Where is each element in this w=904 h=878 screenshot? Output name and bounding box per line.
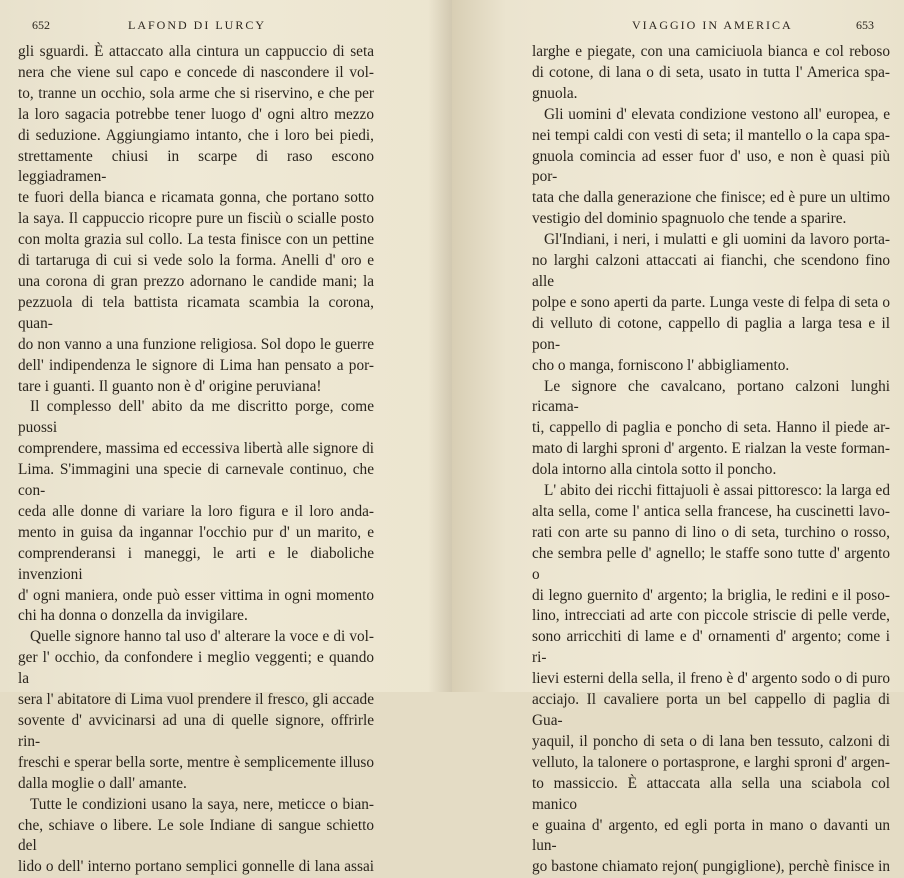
text-line: mato di larghi sproni d' argento. E rialzan la veste forman- bbox=[532, 440, 890, 458]
text-line: nera che viene sul capo e concede di nascondere il vol- bbox=[18, 63, 374, 81]
text-line: una corona di gran prezzo adornano le candide mani; la bbox=[18, 272, 374, 290]
right-running-header bbox=[452, 18, 904, 36]
text-line: sono arricchiti di lame e d' ornamenti d' argento; come i ri- bbox=[532, 628, 890, 667]
text-line: di velluto di cotone, cappello di paglia a larga tesa e il pon- bbox=[532, 314, 890, 353]
text-line: di seduzione. Aggiungiamo intanto, che i loro bei piedi, bbox=[18, 126, 374, 144]
text-line: larghe e piegate, con una camiciuola bianca e col reboso bbox=[532, 43, 890, 60]
text-line: pezzuola di tela battista ricamata scambia la corona, quan- bbox=[18, 293, 374, 332]
text-line: te fuori della bianca e ricamata gonna, che portano sotto bbox=[18, 189, 374, 207]
text-line: Quelle signore hanno tal uso d' alterare la voce e di vol- bbox=[30, 628, 374, 646]
text-line: dalla moglie o dall' amante. bbox=[18, 774, 187, 792]
text-line: yaquil, il poncho di seta o di lana ben tessuto, calzoni di bbox=[532, 732, 890, 750]
text-line: Le signore che cavalcano, portano calzoni lunghi ricama- bbox=[532, 377, 890, 416]
text-line: velluto, la talonere o portasprone, e larghi sproni d' argen- bbox=[532, 753, 890, 771]
left-running-header bbox=[0, 18, 452, 36]
text-line: no larghi calzoni attaccati ai fianchi, che scendono fino alle bbox=[532, 252, 890, 290]
text-line: che sembra pelle d' agnello; le staffe sono tutte d' argento o bbox=[532, 544, 890, 583]
text-line: Il complesso dell' abito da me discritto porge, come puossi bbox=[18, 398, 374, 437]
text-line: ti, cappello di paglia e poncho di seta. Hanno il piede ar- bbox=[532, 419, 890, 437]
text-line: rati con arte su panno di lino o di seta, turchino o rosso, bbox=[532, 523, 890, 541]
text-line: d' ogni maniera, onde può esser vittima in ogni momento bbox=[18, 586, 374, 604]
text-line: la saya. Il cappuccio ricopre pure un fisciù o scialle posto bbox=[18, 210, 374, 228]
text-line: freschi e sperar bella sorte, mentre è semplicemente illuso bbox=[18, 753, 374, 771]
text-line: mento in guisa da ingannar l'occhio pur d' un marito, e bbox=[18, 523, 374, 541]
text-line: gli sguardi. È attaccato alla cintura un cappuccio di seta bbox=[18, 43, 374, 60]
text-line: tare i guanti. Il guanto non è d' origine peruviana! bbox=[18, 377, 322, 395]
text-line: Tutte le condizioni usano la saya, nere, meticce o bian- bbox=[30, 795, 374, 813]
text-line: to massiccio. È attaccata alla sella una sciabola col manico bbox=[532, 774, 890, 813]
text-line: to, tranne un occhio, sola arme che si riservino, e che per bbox=[18, 84, 374, 102]
text-line: di cotone, di lana o di seta, usato in tutta l' America spa- bbox=[532, 63, 890, 81]
text-line: gnuola. bbox=[532, 84, 578, 102]
text-line: alta sella, come l' antica sella francese, ha cuscinetti lavo- bbox=[532, 502, 890, 520]
text-line: di legno guernito d' argento; la briglia, le redini e il poso- bbox=[532, 586, 890, 604]
left-page bbox=[0, 0, 452, 876]
text-line: acciajo. Il cavaliere porta un bel cappello di paglia di Gua- bbox=[532, 691, 890, 729]
text-line: vestigio del dominio spagnuolo che tende a sparire. bbox=[532, 210, 847, 228]
text-line: ger l' occhio, da confondere i meglio veggenti; e quando la bbox=[18, 649, 374, 688]
right-running-head-title: VIAGGIO IN AMERICA bbox=[632, 18, 793, 32]
text-line: dell' indipendenza le signore di Lima han pensato a por- bbox=[18, 356, 374, 374]
right-page-body bbox=[532, 42, 890, 878]
gutter-shadow bbox=[428, 0, 452, 692]
text-line: cho o manga, forniscono l' abbigliamento. bbox=[532, 356, 790, 374]
text-line: do non vanno a una funzione religiosa. Sol dopo le guerre bbox=[18, 335, 374, 353]
text-line: lido o dell' interno portano semplici gonnelle di lana assai bbox=[18, 858, 374, 876]
text-line: lino, intrecciati ad arte con piccole striscie di pelle verde, bbox=[532, 607, 890, 625]
text-line: Gl'Indiani, i neri, i mulatti e gli uomini da lavoro porta- bbox=[544, 231, 890, 249]
text-line: lievi esterni della sella, il freno è d' argento sodo o di puro bbox=[532, 670, 890, 688]
left-page-number: 652 bbox=[32, 18, 50, 32]
text-line: e guaina d' argento, ed egli porta in mano o davanti un lun- bbox=[532, 816, 890, 855]
text-line: strettamente chiusi in scarpe di raso escono leggiadramen- bbox=[18, 147, 374, 186]
text-line: tata che dalla generazione che finisce; ed è pure un ultimo bbox=[532, 189, 890, 207]
text-line: comprendere, massima ed eccessiva libertà alle signore di bbox=[18, 440, 374, 458]
right-page bbox=[452, 0, 904, 876]
text-line: polpe e sono aperti da parte. Lunga veste di felpa di seta o bbox=[532, 293, 890, 311]
text-line: ceda alle donne di variare la loro figura e il loro anda- bbox=[18, 502, 374, 520]
text-line: sovente d' avvicinarsi ad una di quelle signore, offrirle rin- bbox=[18, 712, 374, 750]
text-line: comprenderansi i maneggi, le arti e le diaboliche invenzioni bbox=[18, 544, 374, 583]
text-line: con molta grazia sul collo. La testa finisce con un pettine bbox=[18, 231, 374, 249]
text-line: sera l' abitatore di Lima vuol prendere il fresco, gli accade bbox=[18, 691, 374, 709]
text-line: Gli uomini d' elevata condizione vestono all' europea, e bbox=[544, 105, 890, 123]
right-page-number: 653 bbox=[856, 18, 874, 32]
text-line: L' abito dei ricchi fittajuoli è assai pittoresco: la larga ed bbox=[544, 482, 890, 500]
text-line: di tartaruga di cui si vede solo la forma. Anelli d' oro e bbox=[18, 252, 374, 270]
text-line: la loro sagacia potrebbe tener luogo d' ogni altro mezzo bbox=[18, 105, 374, 123]
text-line: nei tempi caldi con vesti di seta; il mantello o la capa spa- bbox=[532, 126, 890, 144]
text-line: Lima. S'immagini una specie di carnevale continuo, che con- bbox=[18, 461, 374, 500]
left-running-head-title: LAFOND DI LURCY bbox=[128, 18, 266, 32]
text-line: dola intorno alla cintola sotto il poncho. bbox=[532, 461, 777, 479]
text-line: che, schiave o libere. Le sole Indiane di sangue schietto del bbox=[18, 816, 374, 855]
text-line: gnuola comincia ad esser fuor d' uso, e non è quasi più por- bbox=[532, 147, 890, 186]
text-line: go bastone chiamato rejon( pungiglione), perchè finisce in bbox=[532, 858, 890, 876]
text-line: chi ha donna o donzella da invigilare. bbox=[18, 607, 248, 625]
left-page-body bbox=[18, 42, 374, 878]
